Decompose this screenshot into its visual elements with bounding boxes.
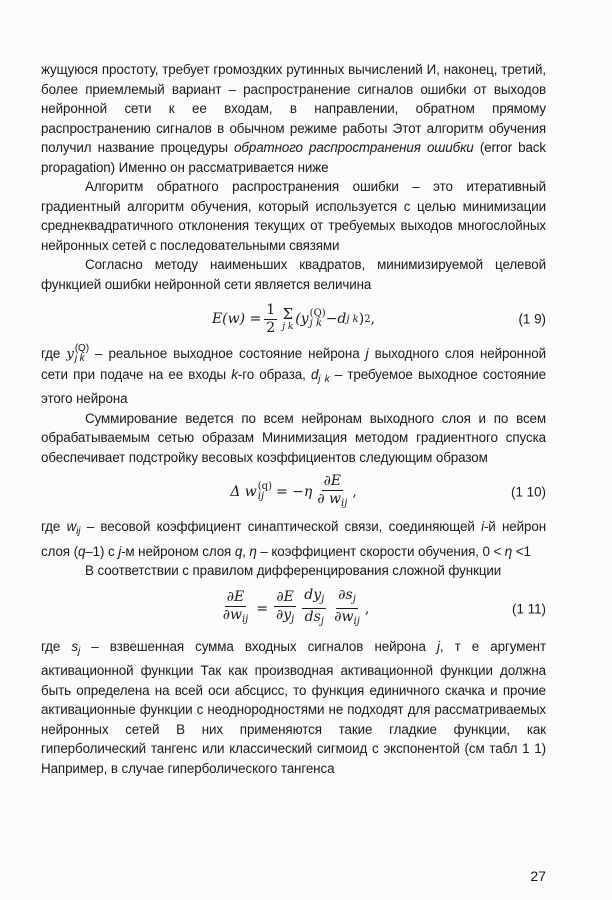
eq19-body-sub: j k [309, 318, 323, 329]
eq111-frac-3 [302, 587, 326, 630]
eq111-tail: , [364, 600, 370, 617]
eq111-frac-2 [274, 589, 296, 628]
paragraph-1-text: жущуюся простоту, требует громоздких рутинных вычислений И, наконец, третий, более приемлемый вариант – распространение сигналов ошибки от выходов нейронной сети к ее входам, в направлении, обратном прямому распространению сигналов в обычном режиме работы Этот алгоритм обучения получил название процедуры [41, 62, 546, 155]
eq111-f3-num-wrap [302, 587, 326, 609]
p6-a: где [41, 519, 67, 534]
eq111-f2-den: ∂y [276, 607, 292, 623]
p8-a: где [41, 638, 72, 654]
eq110-lhs: Δ w [230, 484, 257, 500]
eq111-frac-4 [332, 587, 362, 630]
p6-f: – коэффициент скорости обучения, 0 < [256, 543, 505, 559]
eq19-lhs: E(w) = [211, 311, 262, 327]
eq19-tail: , [370, 311, 376, 327]
equation-1-11-number: (1 11) [512, 601, 546, 616]
p4-y-symbol: y [66, 347, 74, 362]
paragraph-1-italic: обратного распространения ошибки [234, 140, 474, 155]
eq111-f3-num: dy [304, 587, 322, 603]
eq110-eq: = −η [276, 484, 313, 500]
p4-b: – реальное выходное состояние нейрона [88, 346, 366, 361]
p8-j: j [436, 638, 440, 654]
eq111-f1-den-sub: ij [241, 614, 249, 625]
eq111-f3-den-sub: j [320, 616, 324, 627]
equation-1-10-number: (1 10) [511, 484, 546, 500]
equation-1-11 [41, 583, 546, 635]
p6-q2: q [234, 543, 243, 559]
equation-1-11-formula [41, 583, 546, 635]
p6-g: <1 [512, 543, 531, 559]
eq19-body-scripts [310, 309, 326, 329]
eq111-f4-den-wrap [332, 609, 362, 630]
eq111-f3-den-wrap [303, 609, 326, 630]
eq111-frac-1 [221, 589, 251, 628]
eq110-den-wrap [315, 491, 349, 512]
eq19-body-sup: (Q) [309, 308, 326, 319]
p4-y-scripts [75, 344, 89, 364]
p4-e: – требуемое выходное состояние этого нейрона [41, 366, 546, 406]
eq111-f4-num-wrap [336, 587, 358, 609]
eq110-lhs-sub: ij [257, 491, 265, 502]
eq111-f3-den: ds [304, 609, 321, 625]
paragraph-2: Алгоритм обратного распространения ошибки – это итеративный градиентный алгоритм обучения, который используется с целью минимизации среднеквадратичного отклонения текущих от требуемых выходов многослойных нейронных сетей с последовательными связями [41, 179, 546, 253]
equation-1-9-formula [41, 296, 546, 342]
eq111-f4-den-sub: ij [353, 616, 360, 627]
page-content [41, 60, 546, 778]
p8-s: s [71, 638, 79, 654]
paragraph-4 [41, 344, 546, 409]
p4-k: k [231, 366, 238, 382]
p8-s-sub: j [78, 645, 81, 657]
p6-b: – весовой коэффициент синаптической связи, соединяющей [80, 519, 482, 534]
p4-d-symbol: d [310, 366, 319, 382]
eq19-sum-index: j k [282, 321, 294, 332]
eq111-eq: = [256, 600, 269, 617]
p4-y-sup: (Q) [74, 343, 89, 355]
eq110-den: ∂ w [317, 490, 341, 507]
p6-w-sub: ij [76, 526, 81, 537]
paragraph-6 [41, 517, 546, 561]
p6-j: j [118, 543, 122, 559]
paragraph-5: Суммирование ведется по всем нейронам выходного слоя и по всем обрабатываемым сетью образам Минимизация методом градиентного спуска обеспечивает подстройку весовых коэффициентов следующим образом [41, 410, 546, 465]
p4-j: j [365, 346, 369, 361]
eq110-frac [315, 473, 349, 512]
eq111-f4-num-sub: j [352, 594, 356, 605]
eq19-power: 2 [364, 313, 371, 325]
p4-a: где [41, 346, 67, 361]
eq19-frac-den: 2 [266, 319, 276, 336]
paragraph-8 [41, 637, 546, 779]
eq19-body: (y [295, 311, 309, 327]
eq19-body-rest: −d [325, 311, 347, 327]
page-number: 27 [530, 868, 546, 884]
p6-e: -м нейроном слоя [121, 543, 235, 559]
p8-c: , т е аргумент активационной функции Так как производная активационной функции должна быть определена на всей оси абсцисс, то функция единичного скачка и прочие активационные функции с неоднородностями не подходят для рассматриваемых нейронных сетей В них применяются такие гладкие функции, как гиперболический тангенс или классический сигмоид с экспонентой (см табл 1 1) Например, в случае гиперболического тангенса [41, 638, 546, 776]
p6-q: q [77, 543, 86, 559]
eq111-f2-den-sub: j [291, 614, 295, 625]
eq19-body-close: ) [358, 311, 365, 327]
eq19-half [264, 302, 277, 337]
eq111-f1-den: ∂w [222, 607, 242, 623]
p6-w: w [66, 519, 77, 534]
equation-1-9 [41, 296, 546, 342]
eq19-frac-num: 1 [266, 301, 276, 318]
equation-1-10-formula [41, 469, 546, 515]
paragraph-1-end: (error back propagation) Именно он рассматривается ниже [41, 140, 546, 175]
paragraph-3: Согласно методу наименьших квадратов, минимизируемой целевой функцией ошибки нейронной сети является величина [41, 257, 546, 292]
eq19-body-rest-sub: j k [346, 313, 359, 325]
eq111-f1-num: ∂E [226, 589, 245, 605]
eq110-lhs-scripts [258, 482, 272, 502]
p6-i: i [481, 519, 484, 534]
eq110-den-sub: ij [341, 497, 348, 509]
p4-d-sub: j k [318, 373, 330, 385]
p4-c: выходного слоя нейронной сети при подаче на ее входы [41, 346, 546, 382]
paragraph-1 [41, 60, 546, 177]
eq111-f3-num-sub: j [321, 594, 325, 605]
eq19-sum [282, 304, 294, 332]
eq111-f1-den-wrap [221, 607, 251, 628]
p6-eta: η [249, 543, 257, 559]
eq111-f2-num: ∂E [276, 589, 294, 605]
eq110-tail: , [352, 484, 357, 500]
p6-c: -й нейрон слоя ( [41, 519, 546, 559]
eq19-sum-sign: Σ [282, 304, 294, 323]
eq110-num: ∂E [323, 472, 342, 489]
p6-eta2: η [504, 543, 513, 559]
p8-b: – взвешенная сумма входных сигналов нейрона [80, 638, 437, 654]
equation-1-9-number: (1 9) [518, 311, 546, 327]
p6-comma: , [242, 543, 250, 559]
eq111-f4-num: ∂s [338, 587, 353, 603]
eq111-f4-den: ∂w [334, 609, 354, 625]
p4-d: -го образа, [237, 366, 311, 382]
p6-d: –1) с [85, 543, 119, 559]
equation-1-10 [41, 469, 546, 515]
p4-y-sub: j k [74, 353, 85, 365]
paragraph-7: В соответствии с правилом дифференцирования сложной функции [85, 563, 502, 578]
eq111-f2-den-wrap [274, 607, 296, 628]
eq110-lhs-sup: (q) [257, 481, 272, 492]
